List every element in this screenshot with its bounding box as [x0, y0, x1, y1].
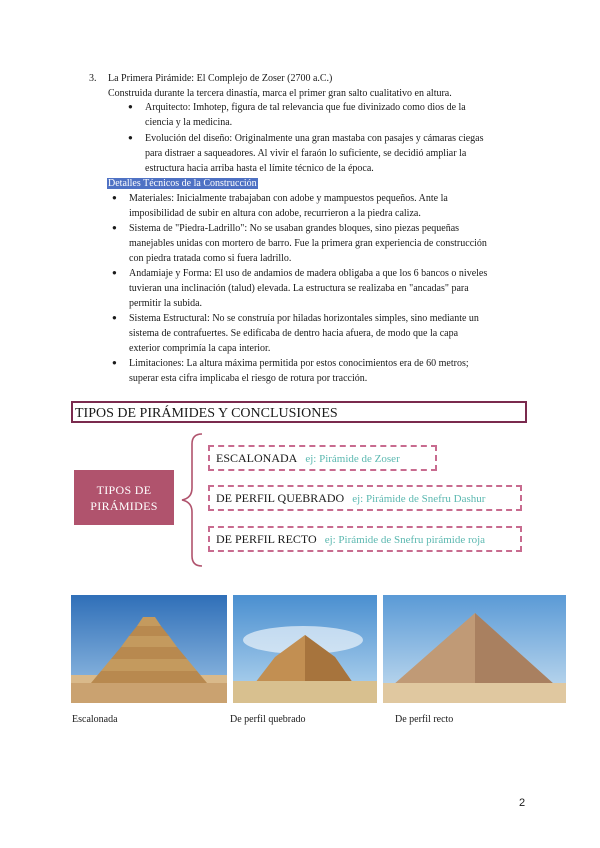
caption-recto: De perfil recto — [395, 714, 454, 725]
types-box-line2: PIRÁMIDES — [90, 498, 158, 513]
detail-text: Sistema de "Piedra-Ladrillo": No se usaban grandes bloques, sino piezas pequeñas — [129, 223, 460, 234]
bullet-text: ciencia y la medicina. — [145, 117, 233, 128]
bullet-dot: ● — [112, 358, 117, 367]
details-heading — [107, 177, 258, 190]
type-label: DE PERFIL QUEBRADO — [216, 491, 345, 505]
section-number: 3. — [89, 73, 97, 84]
type-example: ej: Pirámide de Snefru pirámide roja — [324, 534, 486, 546]
detail-text: sistema de contrafuertes. Se edificaba de dentro hacia afuera, de modo que la capa — [129, 328, 459, 339]
brace-icon — [176, 430, 206, 570]
detail-text: Materiales: Inicialmente trabajaban con adobe y mampuestos pequeños. Ante la — [129, 193, 448, 204]
red-pyramid-image — [383, 595, 566, 703]
caption-escalonada: Escalonada — [72, 714, 118, 725]
detail-text: imposibilidad de subir en altura con adobe, recurrieron a la piedra caliza. — [129, 208, 421, 219]
bullet-text: para distraer a saqueadores. Al vivir el faraón lo suficiente, se decidió ampliar la — [145, 148, 467, 159]
bullet-text: estructura hacia arriba hasta el límite técnico de la época. — [145, 163, 374, 174]
detail-text: permitir la subida. — [129, 298, 203, 309]
detail-text: manejables unidas con mortero de barro. Fue la primera gran experiencia de construcción — [129, 238, 487, 249]
section-title-zoser: La Primera Pirámide: El Complejo de Zoser (2700 a.C.) — [108, 73, 333, 84]
type-row-recto — [208, 526, 522, 552]
detail-text: exterior comprimía la capa interior. — [129, 343, 271, 354]
bullet-dot: ● — [128, 133, 133, 142]
type-example: ej: Pirámide de Snefru Dashur — [352, 493, 486, 505]
section-intro: Construida durante la tercera dinastía, marca el primer gran salto cualitativo en altura. — [108, 88, 452, 99]
page-number: 2 — [519, 797, 526, 809]
bullet-dot: ● — [128, 102, 133, 111]
bullet-dot: ● — [112, 313, 117, 322]
bullet-text: Arquitecto: Imhotep, figura de tal relevancia que fue divinizado como dios de la — [145, 102, 466, 113]
section-heading: TIPOS DE PIRÁMIDES Y CONCLUSIONES — [71, 401, 527, 423]
caption-quebrado: De perfil quebrado — [230, 714, 306, 725]
bent-pyramid-image — [233, 595, 377, 703]
detail-text: Sistema Estructural: No se construía por hiladas horizontales simples, sino mediante un — [129, 313, 479, 324]
bullet-dot: ● — [112, 268, 117, 277]
type-label: ESCALONADA — [216, 451, 298, 465]
type-label: DE PERFIL RECTO — [216, 532, 317, 546]
detail-text: superar esta cifra implicaba el riesgo de rotura por tracción. — [129, 373, 368, 384]
step-pyramid-image — [71, 595, 227, 703]
type-row-quebrado — [208, 485, 522, 511]
detail-text: Andamiaje y Forma: El uso de andamios de madera obligaba a que los 6 bancos o niveles — [129, 268, 488, 279]
types-box — [74, 470, 174, 525]
details-heading-text: Detalles Técnicos de la Construcción — [108, 178, 257, 189]
detail-text: Limitaciones: La altura máxima permitida por estos conocimientos era de 60 metros; — [129, 358, 469, 369]
type-row-escalonada — [208, 445, 437, 471]
types-box-line1: TIPOS DE — [96, 482, 152, 497]
bullet-text: Evolución del diseño: Originalmente una gran mastaba con pasajes y cámaras ciegas — [145, 133, 484, 144]
bullet-dot: ● — [112, 193, 117, 202]
detail-text: tuvieran una inclinación (talud) elevada. La estructura se realizaba en "ancadas" para — [129, 283, 469, 294]
detail-text: con piedra tratada como si fuera ladrillo. — [129, 253, 292, 264]
type-example: ej: Pirámide de Zoser — [305, 453, 400, 465]
bullet-dot: ● — [112, 223, 117, 232]
